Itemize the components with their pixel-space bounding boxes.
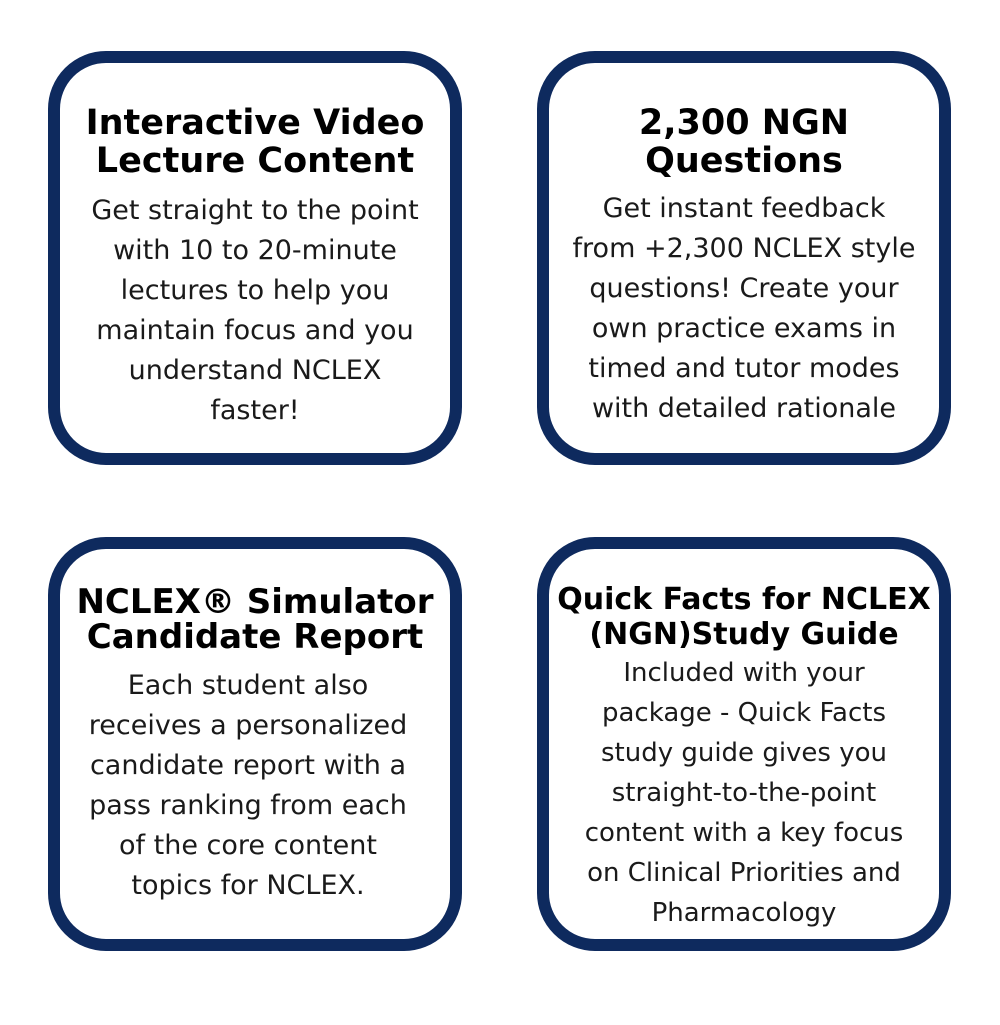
feature-card-simulator-report <box>48 537 462 951</box>
feature-card-ngn-questions <box>537 51 951 465</box>
card-body-line: from +2,300 NCLEX style <box>572 232 916 264</box>
card-title-line: Questions <box>645 140 843 181</box>
card-body-line: on Clinical Priorities and <box>587 857 901 888</box>
card-body-line: understand NCLEX <box>128 354 382 386</box>
card-body-line: Each student also <box>127 670 369 702</box>
card-title-line: Lecture Content <box>95 140 415 181</box>
feature-card-video-lectures <box>48 51 462 465</box>
card-body-line: Get straight to the point <box>91 194 419 226</box>
card-body-line: receives a personalized <box>88 710 408 742</box>
card-body-line: study guide gives you <box>600 737 888 768</box>
card-title-line: Quick Facts for NCLEX <box>557 582 931 617</box>
card-body-line: own practice exams in <box>591 312 897 344</box>
card-description <box>585 653 904 933</box>
card-body-line: with 10 to 20-minute <box>113 234 397 266</box>
card-title-line: Interactive Video <box>85 103 425 143</box>
card-body-line: topics for NCLEX. <box>131 870 365 902</box>
card-description <box>91 191 418 431</box>
card-body-line: pass ranking from each <box>89 790 407 822</box>
card-body-line: of the core content <box>119 830 377 862</box>
card-body-line: content with a key focus <box>584 817 904 848</box>
card-body-line: timed and tutor modes <box>588 352 900 384</box>
card-body-line: with detailed rationale <box>591 392 897 424</box>
card-title <box>86 105 425 181</box>
card-body-line: candidate report with a <box>89 750 407 782</box>
card-body-line: faster! <box>210 394 300 426</box>
card-title-line: Candidate Report <box>86 616 424 657</box>
card-body-line: package - Quick Facts <box>602 697 886 728</box>
card-title-line: 2,300 NGN <box>638 103 850 143</box>
feature-card-quick-facts <box>537 537 951 951</box>
card-body-line: Get instant feedback <box>602 192 886 224</box>
card-title-line: NCLEX® Simulator <box>76 582 434 622</box>
card-body-line: lectures to help you <box>120 274 390 306</box>
card-description <box>89 666 407 906</box>
card-body-line: maintain focus and you <box>96 314 414 346</box>
card-title <box>557 583 931 653</box>
card-body-line: questions! Create your <box>589 272 899 304</box>
card-body-line: straight-to-the-point <box>611 777 877 808</box>
card-title <box>639 105 849 181</box>
card-body-line: Pharmacology <box>651 897 837 928</box>
card-title <box>76 582 434 657</box>
card-title-line: (NGN)Study Guide <box>589 616 899 652</box>
card-body-line: Included with your <box>623 657 865 688</box>
card-description <box>573 189 916 429</box>
